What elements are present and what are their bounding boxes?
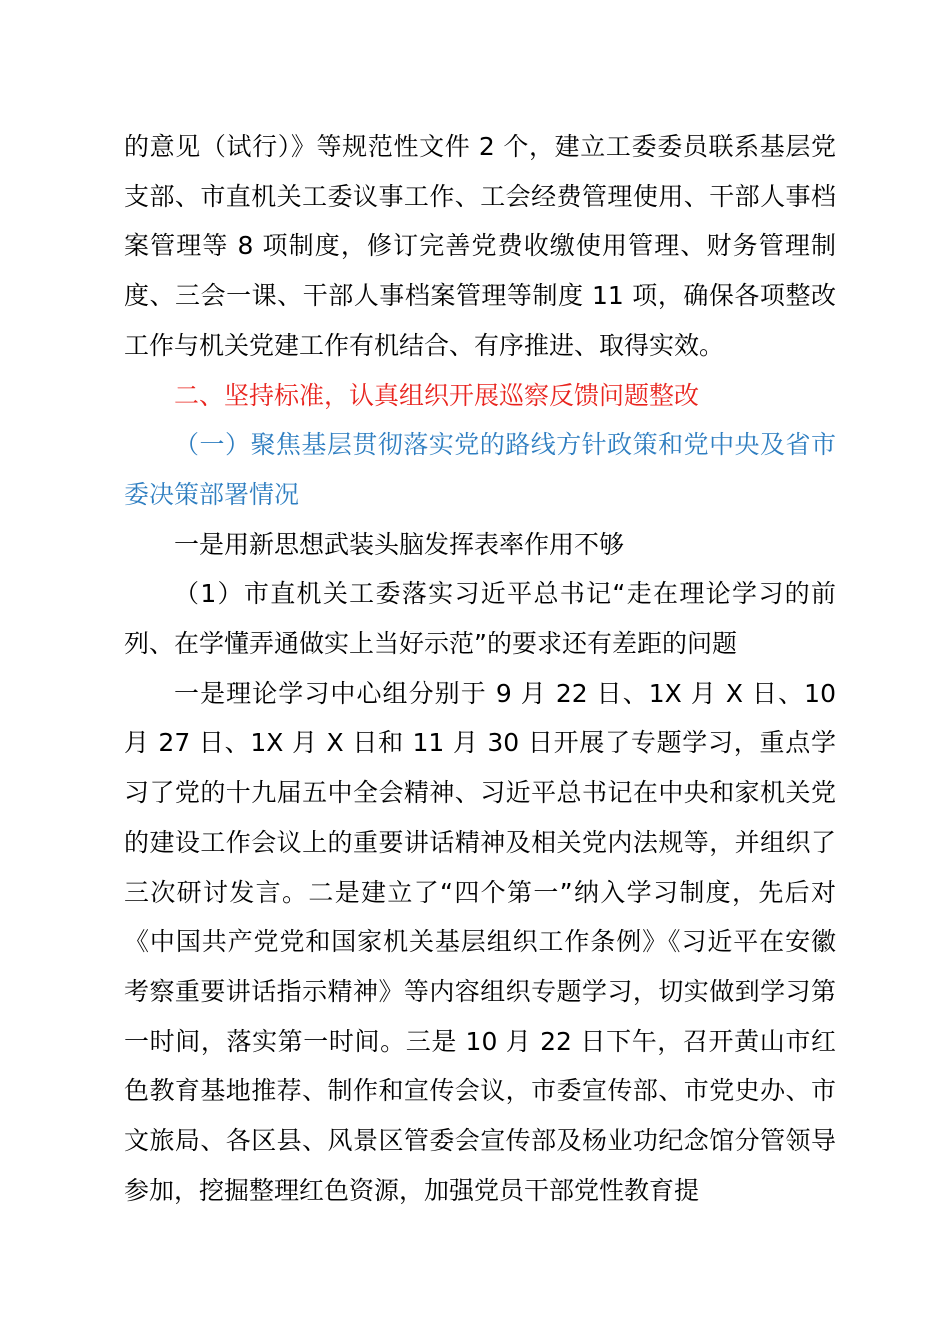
subsection-heading: （一）聚焦基层贯彻落实党的路线方针政策和党中央及省市委决策部署情况 [124,430,836,509]
section-heading: 二、坚持标准，认真组织开展巡察反馈问题整改 [174,380,700,410]
issue-item-1: （1）市直机关工委落实习近平总书记“走在理论学习的前列、在学懂弄通做实上当好示范”的要求还有差距的问题 [124,579,836,659]
paragraph-rectification-measures: 一是理论学习中心组分别于 9 月 22 日、1X 月 X 日、10 月 27 日、1X 月 X 日和 11 月 30 日开展了专题学习，重点学习了党的十九届五中全会精神、习近平总书记在中央和家机关党的建设工作会议上的重要讲话精神及相关党内法规等，并组织了三次研讨发言。二是建立了“四个第一”纳入学习制度，先后对《中国共产党党和国家机关基层组织工作条例》《习近平在安徽考察重要讲话指示精神》等内容组织专题学习，切实做到学习第一时间，落实第一时间。三是 10 月 22 日下午，召开黄山市红色教育基地推荐、制作和宣传会议，市委宣传部、市党史办、市文旅局、各区县、风景区管委会宣传部及杨业功纪念馆分管领导参加，挖掘整理红色资源，加强党员干部党性教育提 [124,678,836,1205]
document-page [124,122,836,1215]
issue-title: 一是用新思想武装头脑发挥表率作用不够 [174,529,625,559]
paragraph-regulations-summary: 的意见（试行）》等规范性文件 2 个，建立工委委员联系基层党支部、市直机关工委议事工作、工会经费管理使用、干部人事档案管理等 8 项制度，修订完善党费收缴使用管理、财务管理制度、三会一课、干部人事档案管理等制度 11 项，确保各项整改工作与机关党建工作有机结合、有序推进、取得实效。 [124,132,836,360]
